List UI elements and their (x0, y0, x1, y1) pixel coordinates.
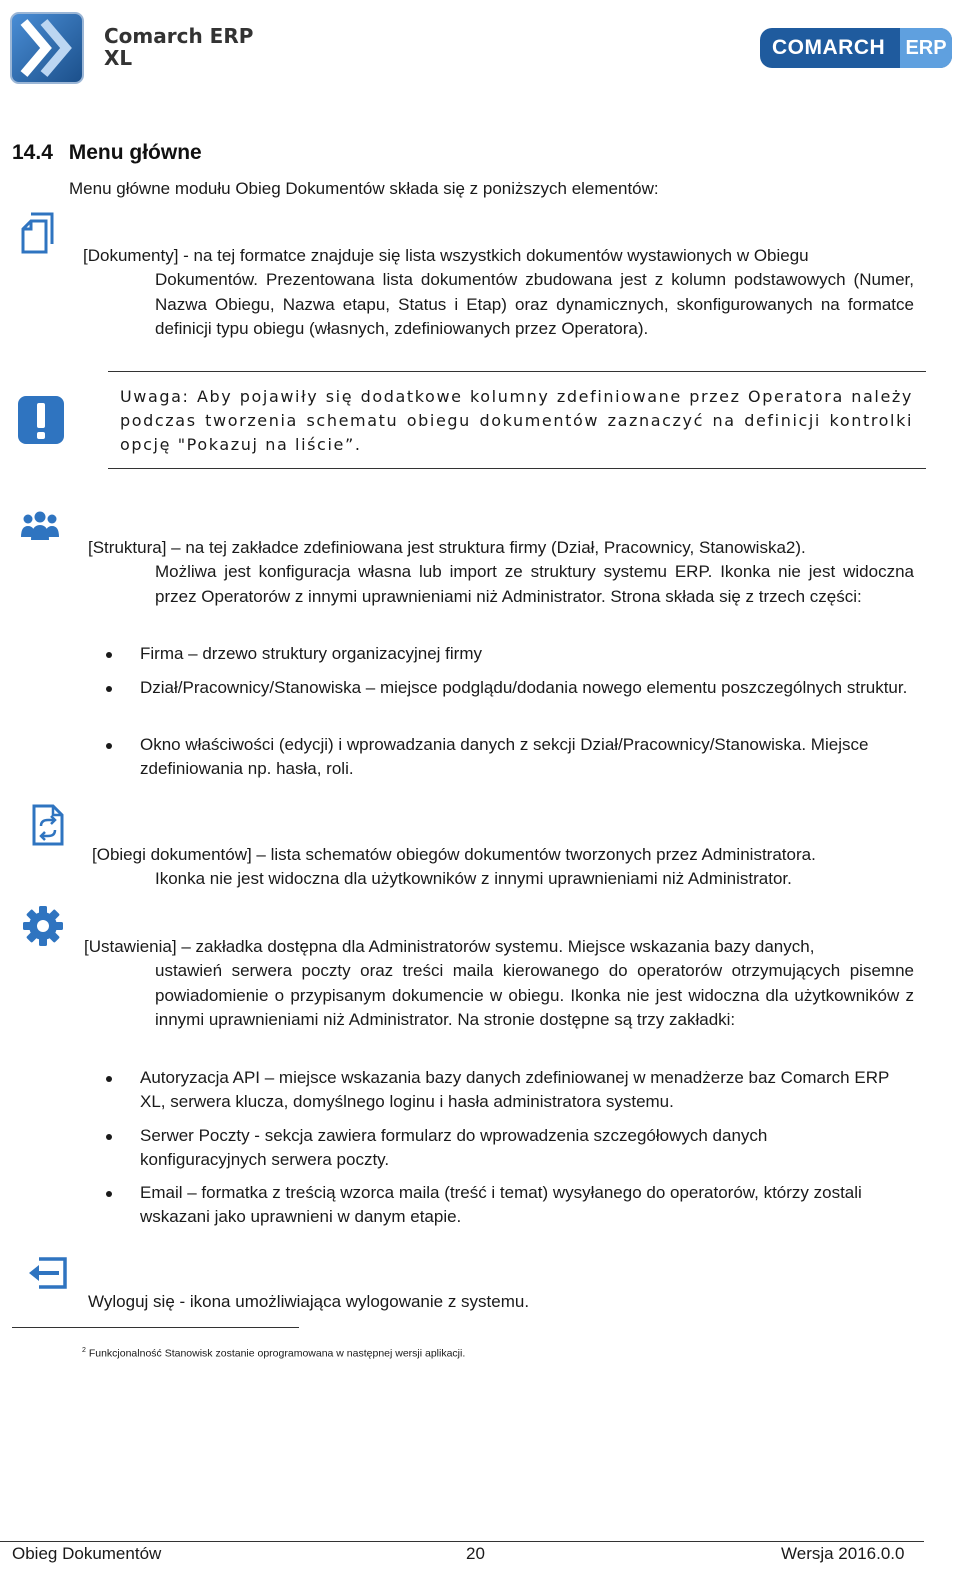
structure-bullet-text: Dział/Pracownicy/Stanowiska – miejsce podglądu/dodania nowego elementu poszczególnych struktur. (140, 678, 908, 697)
product-name-line1: Comarch ERP (104, 24, 254, 48)
settings-bullet-text: Email – formatka z treścią wzorca maila (treść i temat) wysyłanego do operatorów, którzy zostali wskazani jako uprawnieni w danym etapie. (140, 1183, 862, 1227)
footnote-divider (12, 1327, 299, 1328)
users-group-icon[interactable] (20, 510, 60, 547)
logout-description: Wyloguj się - ikona umożliwiająca wylogowanie z systemu. (88, 1292, 530, 1311)
footer-version: Wersja 2016.0.0 (781, 1544, 905, 1563)
settings-bullet-3 (140, 1181, 880, 1230)
documents-description-rest: Dokumentów. Prezentowana lista dokumentów zbudowana jest z kolumn podstawowych (Numer, Nazwa Obiegu, Nazwa etapu, Status i Etap) oraz dynamicznych, skonfigurowanych na formatce definicji typu obiegu (własnych, zdefiniowanych przez Operatora). (155, 270, 914, 338)
workflows-description-first: [Obiegi dokumentów] – lista schematów obiegów dokumentów tworzonych przez Administratora. (92, 845, 816, 864)
warning-icon (17, 395, 65, 450)
bullet-dot (106, 1076, 112, 1082)
product-name-line2: XL (104, 46, 133, 70)
documents-description (83, 244, 914, 341)
bullet-dot (106, 652, 112, 658)
section-intro: Menu główne modułu Obieg Dokumentów składa się z poniższych elementów: (69, 179, 659, 198)
comarch-erp-xl-logo (10, 12, 86, 86)
logout-icon[interactable] (25, 1255, 69, 1296)
brand-suffix: ERP (900, 28, 952, 68)
documents-icon[interactable] (20, 212, 56, 259)
workflows-description (92, 843, 914, 892)
gear-icon[interactable] (22, 905, 64, 952)
settings-description (84, 935, 914, 1032)
workflows-description-rest: Ikonka nie jest widoczna dla użytkowników z innymi uprawnieniami niż Administrator. (155, 869, 792, 889)
settings-bullet-1 (140, 1066, 900, 1115)
note-text: Uwaga: Aby pojawiły się dodatkowe kolumny zdefiniowane przez Operatora należy podczas tworzenia schematu obiegu dokumentów zaznaczyć na definicji kontrolki opcję "Pokazuj na liście”. (120, 387, 913, 454)
bullet-dot (106, 686, 112, 692)
page-number: 20 (466, 1544, 485, 1563)
structure-description-first: [Struktura] – na tej zakładce zdefiniowana jest struktura firmy (Dział, Pracownicy, Stanowiska2). (88, 538, 806, 557)
structure-description-rest: Możliwa jest konfiguracja własna lub import ze struktury systemu ERP. Ikonka nie jest widoczna przez Operatorów z innymi uprawnieniami niż Administrator. Strona składa się z trzech części: (155, 562, 914, 606)
footer-divider (0, 1541, 924, 1542)
settings-bullet-text: Serwer Poczty - sekcja zawiera formularz do wprowadzenia szczegółowych danych konfiguracyjnych serwera poczty. (140, 1126, 768, 1170)
footnote-text: Funkcjonalność Stanowisk zostanie oprogramowana w następnej wersji aplikacji. (88, 1347, 466, 1360)
settings-bullet-text: Autoryzacja API – miejsce wskazania bazy danych zdefiniowanej w menadżerze baz Comarch ERP XL, serwera klucza, domyślnego loginu i hasła administratora systemu. (140, 1068, 889, 1112)
structure-bullet-2 (140, 676, 910, 700)
structure-bullet-text: Firma – drzewo struktury organizacyjnej firmy (140, 644, 482, 663)
header (0, 0, 960, 100)
footnote-mark: 2 (82, 1347, 86, 1354)
structure-bullet-1 (140, 642, 910, 666)
settings-bullet-2 (140, 1124, 840, 1173)
section-number: 14.4 (12, 141, 53, 164)
section-heading (12, 141, 202, 165)
documents-description-first: [Dokumenty] - na tej formatce znajduje się lista wszystkich dokumentów wystawionych w Obiegu (83, 246, 809, 265)
brand-text: COMARCH (772, 36, 886, 59)
structure-bullet-text: Okno właściwości (edycji) i wprowadzania danych z sekcji Dział/Pracownicy/Stanowiska. Miejsce zdefiniowania np. hasła, roli. (140, 735, 869, 779)
settings-description-first: [Ustawienia] – zakładka dostępna dla Administratorów systemu. Miejsce wskazania bazy danych, (84, 937, 815, 956)
document-cycle-icon[interactable] (31, 804, 65, 851)
section-title: Menu główne (68, 141, 202, 164)
structure-description (88, 536, 914, 609)
note-top-divider (108, 371, 926, 372)
bullet-dot (106, 743, 112, 749)
settings-description-rest: ustawień serwera poczty oraz treści maila kierowanego do operatorów otrzymujących pisemne powiadomienie o przypisanym dokumencie w obiegu. Ikonka nie jest widoczna dla użytkowników z innymi uprawnieniami niż Administrator. Na stronie dostępne są trzy zakładki: (155, 961, 914, 1029)
bullet-dot (106, 1134, 112, 1140)
structure-bullet-3 (140, 733, 900, 782)
footnote (82, 1344, 465, 1361)
bullet-dot (106, 1191, 112, 1197)
comarch-brand-logo (760, 28, 952, 68)
product-name (104, 25, 253, 69)
footer-left: Obieg Dokumentów (12, 1544, 162, 1563)
note-bottom-divider (108, 468, 926, 469)
